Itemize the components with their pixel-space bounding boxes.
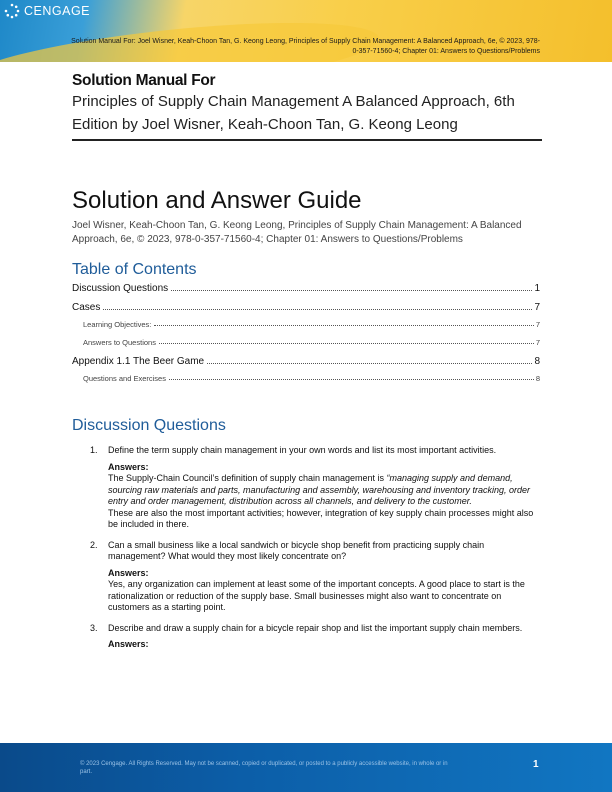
answer-label: Answers:	[108, 567, 149, 578]
title-block	[72, 72, 542, 136]
toc-entry-label: Answers to Questions	[83, 338, 156, 347]
answer-block	[108, 462, 540, 531]
brand-name: CENGAGE	[24, 4, 91, 18]
answer-label: Answers:	[108, 461, 149, 472]
toc-entry-label: Questions and Exercises	[83, 374, 166, 383]
answer-quote: “managing supply and demand, sourcing raw materials and parts, manufacturing and assembly, warehousing and inventory tracking, order entry and order management, distribution across all channels, and delivery to the customer.	[108, 473, 531, 506]
toc-leader-dots	[103, 309, 532, 310]
question-text: Can a small business like a local sandwich or bicycle shop benefit from practicing supply chain management? What would they most likely concentrate on?	[108, 539, 485, 561]
question-item	[90, 623, 540, 657]
solution-manual-label: Solution Manual For	[72, 72, 216, 89]
cengage-logo-icon	[4, 3, 20, 19]
toc-leader-dots	[171, 290, 532, 291]
answer-label: Answers:	[108, 639, 149, 649]
toc-leader-dots	[159, 343, 534, 344]
book-title-line-2: Edition by Joel Wisner, Keah-Choon Tan, G. Keong Leong	[72, 116, 458, 133]
toc-subentry[interactable]	[83, 318, 540, 329]
toc-entry-label: Cases	[72, 302, 101, 313]
toc-entry-page: 8	[534, 356, 540, 367]
question-number: 2.	[90, 539, 98, 550]
guide-title: Solution and Answer Guide	[72, 187, 362, 214]
toc-entry[interactable]	[72, 354, 540, 367]
answer-text: Yes, any organization can implement at least some of the important concepts. A good place to start is the rationalization or reduction of the supply base. Small businesses might also want to concentrate on customers as a starting point.	[108, 579, 525, 612]
toc-entry-label: Learning Objectives:	[83, 320, 152, 329]
book-title-line-1: Principles of Supply Chain Management A Balanced Approach, 6th	[72, 93, 515, 110]
toc-heading: Table of Contents	[72, 261, 197, 278]
answer-block	[108, 568, 540, 614]
question-list	[90, 445, 540, 660]
header-banner	[0, 0, 612, 62]
answer-text	[108, 473, 540, 508]
question-number: 1.	[90, 445, 98, 455]
question-text: Define the term supply chain management in your own words and list its most important activities.	[108, 445, 497, 455]
toc-entry-page: 7	[535, 320, 540, 329]
toc-leader-dots	[207, 363, 532, 364]
discussion-heading: Discussion Questions	[72, 417, 226, 434]
toc-entry[interactable]	[72, 281, 540, 294]
toc-entry[interactable]	[72, 300, 540, 313]
toc-entry-label: Appendix 1.1 The Beer Game	[72, 356, 205, 367]
answer-intro: The Supply-Chain Council’s definition of supply chain management is	[108, 473, 387, 483]
toc-leader-dots	[154, 325, 533, 326]
question-text: Describe and draw a supply chain for a bicycle repair shop and list the important supply chain members.	[108, 622, 523, 633]
question-item	[90, 445, 540, 537]
toc-subentry[interactable]	[83, 336, 540, 347]
cengage-logo	[4, 3, 90, 19]
copyright-notice: © 2023 Cengage. All Rights Reserved. May not be scanned, copied or duplicated, or posted to a publicly accessible website, in whole or in part.	[80, 761, 448, 775]
page-number: 1	[533, 759, 539, 770]
question-item	[90, 540, 540, 620]
toc-leader-dots	[169, 379, 534, 380]
running-header: Solution Manual For: Joel Wisner, Keah-Choon Tan, G. Keong Leong, Principles of Supply Chain Management: A Balanced Approach, 6e, © 2023, 978-0-357-71560-4; Chapter 01: Answers to Questions/Problems	[71, 38, 540, 55]
title-divider	[72, 139, 542, 141]
toc-entry-label: Discussion Questions	[72, 283, 169, 294]
answer-block	[108, 639, 540, 651]
question-number: 3.	[90, 622, 98, 633]
toc-entry-page: 7	[535, 338, 540, 347]
toc-entry-page: 7	[534, 302, 540, 313]
toc-entry-page: 8	[535, 374, 540, 383]
answer-continuation: These are also the most important activities; however, integration of key supply chain processes might also be included in there.	[108, 507, 534, 529]
toc-subentry[interactable]	[83, 372, 540, 383]
guide-subtitle: Joel Wisner, Keah-Choon Tan, G. Keong Leong, Principles of Supply Chain Management: A Balanced Approach, 6e, © 2023, 978-0-357-71560-4; Chapter 01: Answers to Questions/Problems	[72, 220, 522, 245]
toc-entry-page: 1	[534, 283, 540, 294]
